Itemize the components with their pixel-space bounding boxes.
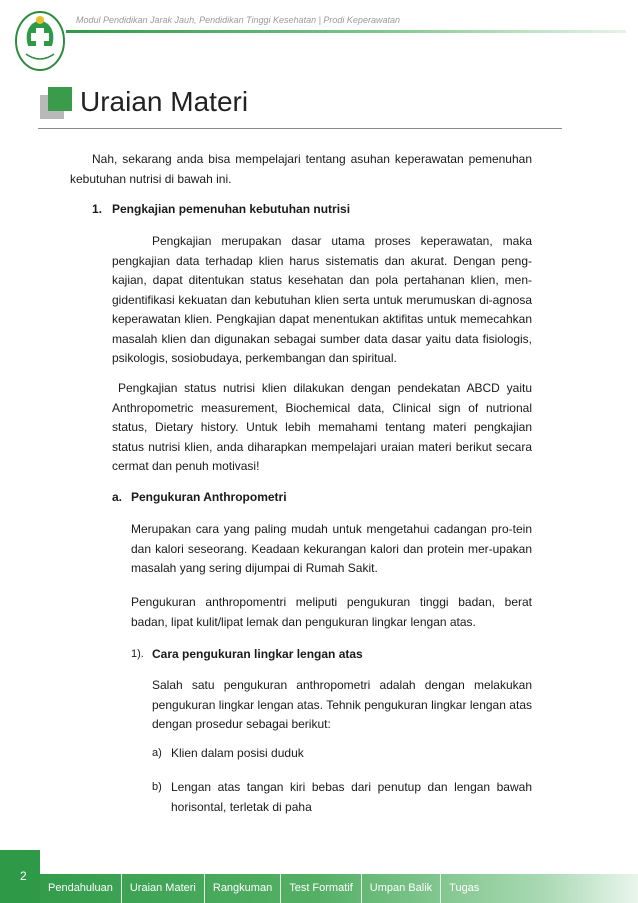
step-a-label: a) [152,747,162,759]
nav-tugas[interactable]: Tugas [449,882,480,894]
bakti-husada-logo [14,10,66,72]
item-1-heading: Pengkajian pemenuhan kebutuhan nutrisi [112,202,351,216]
sub-a-letter: a. [112,490,123,504]
module-header-text: Modul Pendidikan Jarak Jauh, Pendidikan Tinggi Kesehatan | Prodi Keperawatan [76,15,400,25]
nav-umpan-balik[interactable]: Umpan Balik [362,874,441,903]
nav-uraian-materi[interactable]: Uraian Materi [122,874,205,903]
sub-a-paragraph-2: Pengukuran anthropomentri meliputi pengukuran tinggi badan, berat badan, lipat kulit/lipat lemak dan pengukuran lingkar lengan atas. [131,595,532,629]
nav-pendahuluan[interactable]: Pendahuluan [40,874,122,903]
section-title-block [40,86,340,126]
sub-a-paragraph-1: Merupakan cara yang paling mudah untuk mengetahui cadangan pro-tein dan kalori seseorang. Keadaan kekurangan kalori dan protein mer-upakan masalah yang sering dijumpai di Rumah Sakit. [131,522,532,575]
title-divider [38,128,562,129]
intro-paragraph: Nah, sekarang anda bisa mempelajari tentang asuhan keperawatan pemenuhan kebutuhan nutrisi di bawah ini. [70,152,532,186]
item-1-paragraph-1: Pengkajian merupakan dasar utama proses keperawatan, maka pengkajian data terhadap klien harus sistematis dan akurat. Dengan peng-kajian, dapat ditentukan status kesehatan dan pola pertahanan klien, men-gidentifikasi kekuatan dan kebutuhan klien serta untuk merumuskan di-agnosa keperawatan klien. Pengkajian dapat menentukan aktifitas untuk memecahkan masalah klien dan digunakan sebagai sumber data dasar yaitu data fisiologis, psikologis, sosiobudaya, perkembangan dan spiritual. [112,234,532,365]
title-green-square [48,87,72,111]
nav-rangkuman[interactable]: Rangkuman [205,874,281,903]
sub-1-number: 1). [131,648,144,660]
page-number: 2 [20,869,27,883]
sub-a-heading: Pengukuran Anthropometri [131,490,287,504]
header-divider [66,30,626,33]
step-a-text: Klien dalam posisi duduk [171,746,304,760]
footer-nav [40,874,487,903]
sub-1-paragraph: Salah satu pengukuran anthropometri adalah dengan melakukan pengukuran lingkar lengan atas. Tehnik pengukuran lingkar lengan atas dengan prosedur sebagai berikut: [152,678,532,731]
nav-test-formatif[interactable]: Test Formatif [281,874,362,903]
section-title: Uraian Materi [80,86,249,117]
item-1-paragraph-2: Pengkajian status nutrisi klien dilakukan dengan pendekatan ABCD yaitu Anthropometric measurement, Biochemical data, Clinical sign of nutrional status, Dietary history. Untuk lebih memahami tentang materi pengkajian status nutrisi klien, anda diharapkan mempelajari uraian materi berikut secara cermat dan penuh motivasi! [112,381,532,473]
step-b-text: Lengan atas tangan kiri bebas dari penutup dan lengan bawah horisontal, terletak di paha [171,780,532,814]
step-b-label: b) [152,781,162,793]
item-1-number: 1. [92,202,103,216]
sub-1-heading: Cara pengukuran lingkar lengan atas [152,647,363,661]
